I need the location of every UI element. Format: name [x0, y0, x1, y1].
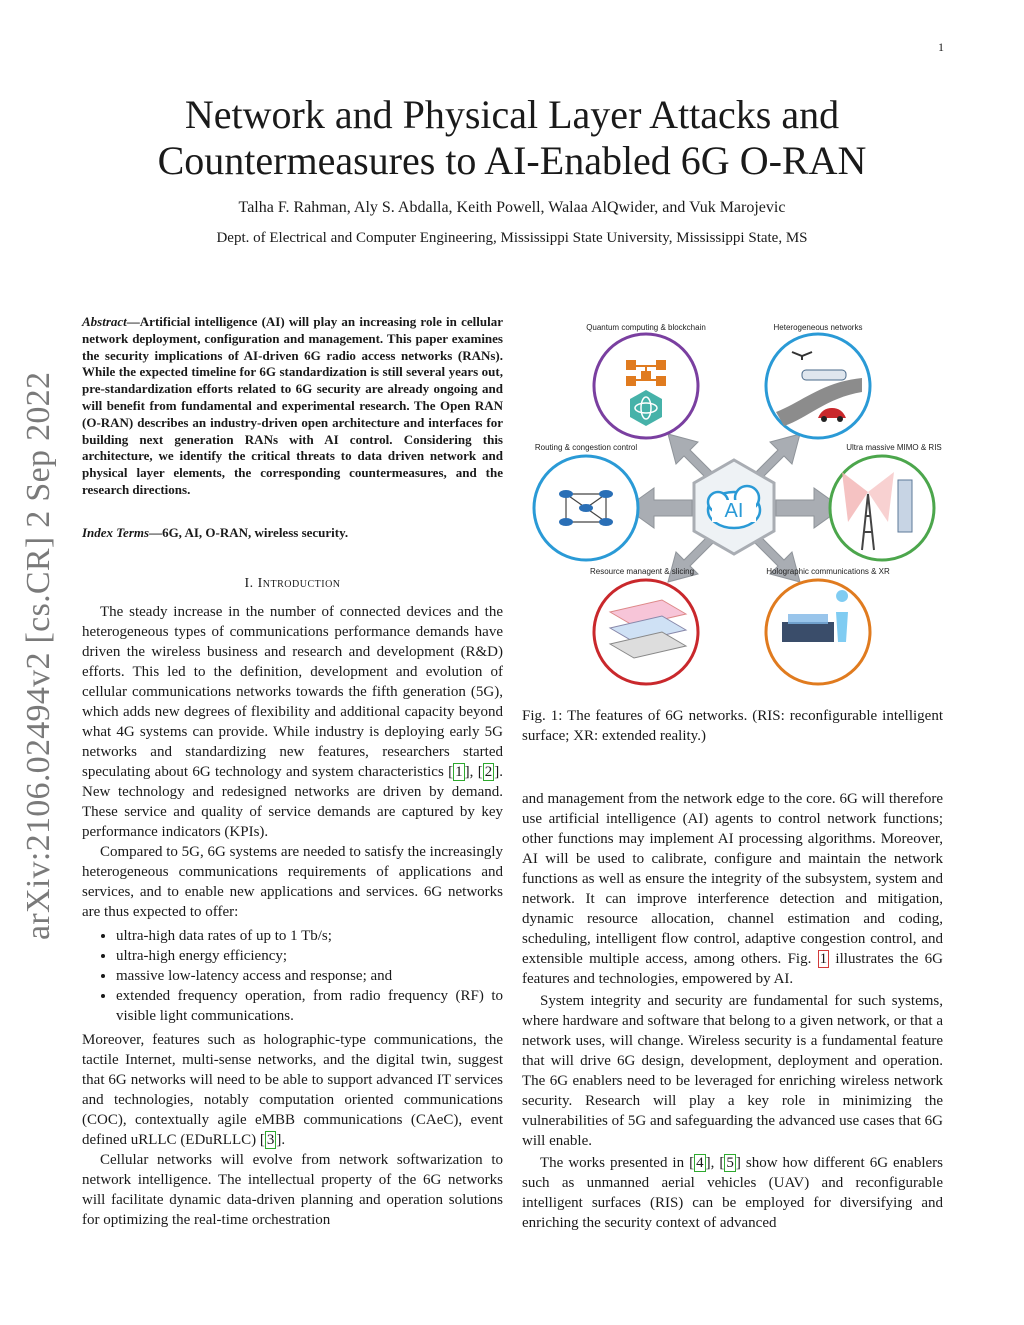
left-column-body	[82, 602, 503, 1230]
abstract	[82, 314, 503, 499]
node-holographic-xr	[766, 580, 870, 684]
index-terms-text: —6G, AI, O-RAN, wireless security.	[149, 525, 349, 540]
figure-6g-features	[522, 322, 943, 694]
citation-1[interactable]: 1	[455, 764, 463, 780]
train-icon	[802, 370, 846, 380]
right-p1-text-end: illustrates the 6G features and technologies, empowered by AI.	[522, 951, 944, 987]
list-item: • massive low-latency access and response; and	[116, 966, 503, 986]
intro-p3-text-end: .	[281, 1132, 286, 1148]
intro-p3-text: Moreover, features such as holographic-type communications, the tactile Internet, multi-sense networks, and the digital twin, suggest that 6G networks will need to be able to support advanced IT services and technologies, notably computation oriented communications (COC), contextually agile eMBB communications (CAeC), event defined uRLLC (EDuRLLC)	[82, 1032, 503, 1148]
author-list: Talha F. Rahman, Aly S. Abdalla, Keith Powell, Walaa AlQwider, and Vuk Marojevic	[238, 199, 786, 216]
section-heading	[82, 576, 503, 592]
node-quantum-blockchain	[594, 334, 698, 438]
list-item: • extended frequency operation, from radio frequency (RF) to visible light communications.	[116, 986, 503, 1026]
right-p1-text: and management from the network edge to the core. 6G will therefore use artificial intelligence (AI) agents to control network functions; other functions may implement AI processing algorithms. Moreover, AI will be used to calibrate, configure and maintain the network functions as well as ensure the integrity of the subsystem, system and network. It can improve interference detection and mitigation, dynamic resource allocation, channel estimation and coding, scheduling, intelligent flow control, adaptive congestion control, and extensible multiple access, among others. Fig.	[522, 791, 943, 967]
arxiv-identifier: arXiv:2106.02494v2 [cs.CR] 2 Sep 2022	[20, 371, 57, 940]
list-item: • ultra-high data rates of up to 1 Tb/s;	[116, 926, 503, 946]
node-mimo-ris	[830, 456, 934, 560]
abstract-label: Abstract	[82, 314, 127, 329]
right-p3-text: The works presented in	[540, 1155, 690, 1171]
holo-table-icon	[782, 622, 834, 642]
label-holographic-xr: Holographic communications & XR	[766, 567, 890, 576]
list-item: • ultra-high energy efficiency;	[116, 946, 503, 966]
center-ai-label: AI	[724, 500, 744, 522]
intro-paragraph-1: The steady increase in the number of connected devices and the heterogeneous types of communications performance demands have driven the wireless business and research and development (R&D) efforts. This led to the definition, development and evolution of cellular communications networks towards the fifth generation (5G), which adds new degrees of flexibility and additional capacity beyond what 4G systems can provide. While industry is deploying early 5G networks and standardizing new features, researchers started speculating about 6G technology and system characteristics [ 1 ], [ 2 ]. New technology and redesigned networks are driven by demand. These service and quality of service demands are captured by key performance indicators (KPIs).	[82, 604, 503, 840]
title-line-2: Countermeasures to AI-Enabled 6G O-RAN	[157, 138, 867, 183]
label-heterogeneous-networks: Heterogeneous networks	[773, 323, 863, 332]
figure-caption: Fig. 1: The features of 6G networks. (RIS: reconfigurable intelligent surface; XR: extended reality.)	[522, 708, 943, 744]
intro-paragraph-4: Cellular networks will evolve from network softwarization to network intelligence. The intellectual property of the 6G networks will facilitate dynamic data-driven planning and operation solutions for optimizing the real-time orchestration	[82, 1152, 503, 1228]
right-paragraph-1	[522, 789, 943, 989]
hologram-person-icon	[836, 590, 848, 642]
bullet-list	[82, 926, 503, 1026]
label-quantum-blockchain: Quantum computing & blockchain	[586, 323, 706, 332]
abstract-text: —Artificial intelligence (AI) will play an increasing role in cellular network deployment, configuration and management. This paper examines the security implications of AI-driven 6G radio access networks (RANs). While the expected timeline for 6G standardization is still several years out, pre-standardization efforts related to 6G security are already ongoing and will benefit from fundamental and experimental research. The Open RAN (O-RAN) describes an industry-driven open architecture and interfaces for building next generation RANs with AI control. Considering this architecture, we identify the critical threats to data driven network and physical layer elements, the corresponding countermeasures, and the research directions.	[82, 314, 503, 497]
label-mimo-ris: Ultra massive MIMO & RIS	[846, 443, 942, 452]
index-terms-label: Index Terms	[82, 525, 150, 540]
section-title: Introduction	[257, 576, 341, 591]
label-resource-slicing: Resource managent & slicing	[589, 567, 695, 576]
index-terms	[82, 525, 503, 541]
label-routing-congestion: Routing & congestion control	[534, 443, 638, 452]
intro-p1-text-end: . New technology and redesigned networks are driven by demand. These service and quality of service demands are captured by key performance indicators (KPIs).	[82, 764, 503, 840]
right-column-body	[522, 789, 943, 1233]
node-resource-slicing	[594, 580, 698, 684]
node-routing-congestion	[534, 456, 638, 560]
citation-4[interactable]: 4	[696, 1155, 704, 1171]
affiliation: Dept. of Electrical and Computer Engineering, Mississippi State University, Mississippi State, MS	[216, 230, 808, 246]
paper-title	[0, 92, 1024, 184]
node-heterogeneous-networks	[766, 334, 870, 438]
citation-5[interactable]: 5	[726, 1155, 734, 1171]
intro-p1-text: The steady increase in the number of connected devices and the heterogeneous types of communications performance demands have driven the wireless business and research and development (R&D) efforts. This led to the definition, development and evolution of cellular communications networks towards the fifth generation (5G), which adds new degrees of flexibility and additional capacity beyond what 4G systems can provide. While industry is deploying early 5G networks and standardizing new features, researchers started speculating about 6G technology and system characteristics	[82, 604, 503, 780]
figure-reference[interactable]: 1	[819, 951, 828, 967]
right-p3-text-end: show how different 6G enablers such as unmanned aerial vehicles (UAV) and reconfigurable intelligent surfaces (RIS) can be employed for diversifying and enriching the security context of advanced	[522, 1155, 943, 1231]
page-number: 1	[938, 40, 944, 54]
title-line-1: Network and Physical Layer Attacks and	[184, 92, 840, 137]
citation-3[interactable]: 3	[266, 1132, 275, 1148]
section-number: I.	[244, 576, 254, 591]
intro-paragraph-3: Moreover, features such as holographic-type communications, the tactile Internet, multi-sense networks, and the digital twin, suggest that 6G networks will need to be able to support advanced IT services and technologies, notably computation oriented communications (COC), contextually agile eMBB communications (CAeC), event defined uRLLC (EDuRLLC) [ 3 ].	[82, 1032, 503, 1148]
right-paragraph-2: System integrity and security are fundamental for such systems, where hardware and software that belong to a given network, or that a network uses, will change. Wireless security is a fundamental feature that will drive 6G design, development, deployment and operation. The 6G enablers need to be leveraged for enriching wireless network security. Research will play a key role in minimizing the vulnerabilities of 5G and safeguarding the advanced use cases that 6G will enable.	[522, 993, 943, 1149]
intro-paragraph-2: Compared to 5G, 6G systems are needed to satisfy the increasingly heterogeneous communications requirements of applications and services, and to enable new applications and services. 6G networks are thus expected to offer:	[82, 844, 503, 920]
right-p3-sep: ,	[710, 1155, 720, 1171]
citation-2[interactable]: 2	[484, 764, 493, 780]
ris-panel-icon	[898, 480, 912, 532]
right-paragraph-3: The works presented in [ 4 ], [ 5 ] show how different 6G enablers such as unmanned aerial vehicles (UAV) and reconfigurable intelligent surfaces (RIS) can be employed for diversifying and enriching the security context of advanced	[522, 1155, 943, 1231]
